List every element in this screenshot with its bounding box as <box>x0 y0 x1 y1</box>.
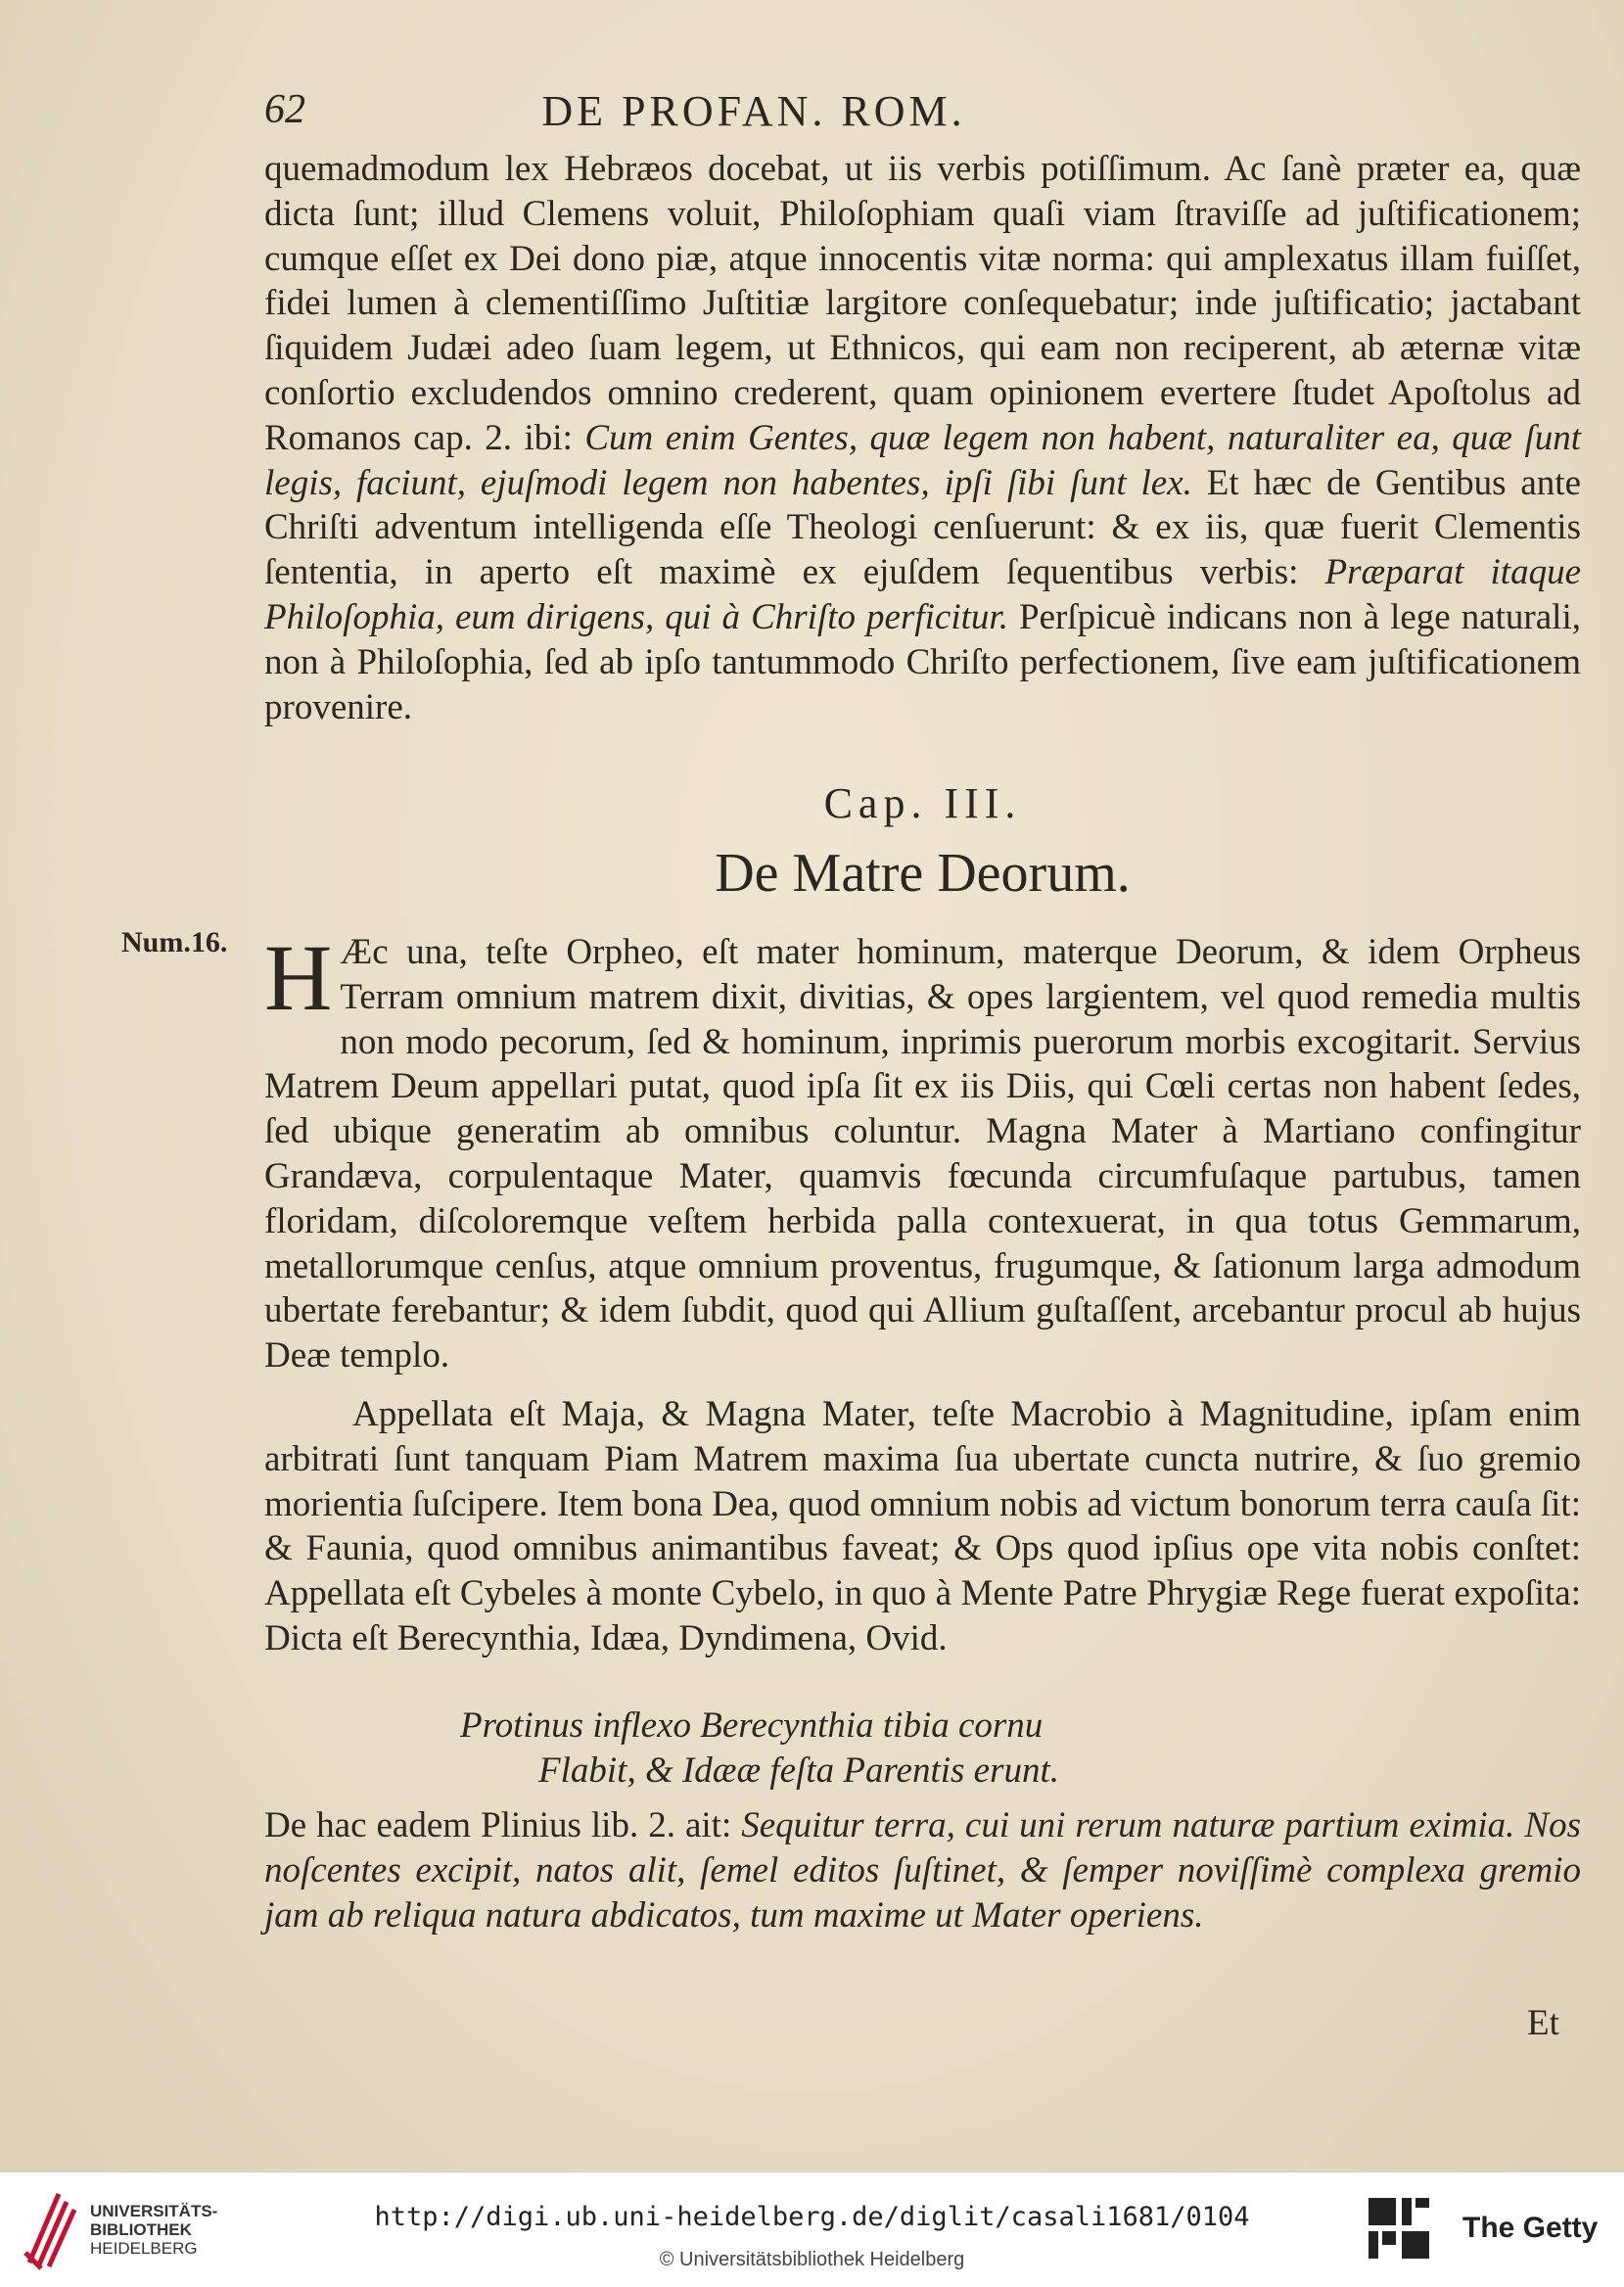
para1-quote-a: Cum enim Gentes, quæ legem non habent, naturaliter ea, quæ ſunt legis, faciunt, ejuſmodi legem non habentes, ipſi ſibi ſunt lex. <box>264 417 1582 503</box>
para4-quote: Sequitur terra, cui uni rerum naturæ partium eximia. Nos noſcentes excipit, natos alit, ſemel editos ſuſtinet, & ſemper noviſſimè complexa gremio jam ab reliqua natura abdicatos, tum maxime ut Mater operiens. <box>264 1805 1582 1936</box>
verse-quote <box>264 1704 1581 1794</box>
margin-note: Num.16. <box>121 926 228 958</box>
paragraph-4 <box>264 1803 1581 1937</box>
paragraph-2 <box>264 925 1581 1378</box>
library-line-2: BIBLIOTHEK <box>90 2220 192 2239</box>
para1-text-b: Et hæc de Gentibus ante Chriſti adventum intelligenda eſſe Theologi cenſuerunt: & ex iis, quæ fuerit Clementis ſententia, in aperto eſt maximè ex ejuſdem ſequentibus verbis: <box>264 462 1582 593</box>
running-head: DE PROFAN. ROM. <box>541 87 966 135</box>
chapter-title: De Matre Deorum. <box>715 843 1131 904</box>
paragraph-1 <box>264 147 1581 729</box>
para2-text: Æc una, teſte Orpheo, eſt mater hominum, materque Deorum, & idem Orpheus Terram omnium matrem dixit, divitias, & opes largientem, vel quod remedia multis non modo pecorum, ſed & hominum, inprimis puerorum morbis excogitarit. Servius Matrem Deum appellari putat, quod ipſa ſit ex iis Diis, qui Cœli certas non habent ſedes, ſed ubique generatim ab omnibus coluntur. Magna Mater à Martiano confingitur Grandæva, corpulentaque Mater, quamvis fœcunda circumfuſaque partubus, tamen floridam, diſcoloremque veſtem herbida palla contexuerat, in qua totus Gemmarum, metallorumque cenſus, atque omnium proventus, frugumque, & ſationum larga admodum ubertate ferebantur; & idem ſubdit, quod qui Allium guſtaſſent, arcebantur procul ab hujus Deæ templo. <box>264 932 1581 1377</box>
paragraph-3: Appellata eſt Maja, & Magna Mater, teſte Macrobio à Magnitudine, ipſam enim arbitrati ſunt tanquam Piam Matrem maxima ſua ubertate cuncta nutrire, & ſuo gremio morientia ſuſcipere. Item bona Dea, quod omnium nobis ad victum bonorum terra cauſa ſit: & Faunia, quod omnibus animantibus faveat; & Ops quod ipſius ope vita nobis conſtet: Appellata eſt Cybeles à monte Cybelo, in quo à Mente Patre Phrygiæ Rege fuerat expoſita: Dicta eſt Berecynthia, Idæa, Dyndimena, Ovid. <box>264 1394 1581 1658</box>
getty-name[interactable]: The Getty <box>1462 2212 1599 2244</box>
verse-line-1: Protinus inflexo Berecynthia tibia cornu <box>460 1705 1044 1746</box>
copyright-notice: © Universitätsbibliothek Heidelberg <box>659 2249 965 2270</box>
para1-quote-b: Præparat itaque Philoſophia, eum dirigens, qui à Chriſto perficitur. <box>264 552 1581 637</box>
permalink-url[interactable]: http://digi.ub.uni-heidelberg.de/diglit/casali1681/0104 <box>374 2202 1250 2232</box>
drop-cap: H <box>264 925 333 1030</box>
para1-text-a: quemadmodum lex Hebræos docebat, ut iis verbis potiſſimum. Ac ſanè præter ea, quæ dicta ſunt; illud Clemens voluit, Philoſophiam quaſi viam ſtraviſſe ad juſtificationem; cumque eſſet ex Dei dono piæ, atque innocentis vitæ norma: qui amplexatus illam fuiſſet, fidei lumen à clementiſſimo Juſtitiæ largitore conſequebatur; inde juſtificatio; jactabant ſiquidem Judæi adeo ſuam legem, ut Ethnicos, qui eam non reciperent, ab æternæ vitæ conſortio excludendos omnino crederent, quam opinionem evertere ſtudet Apoſtolus ad Romanos cap. 2. ibi: <box>264 149 1581 458</box>
getty-logo-icon[interactable] <box>1365 2194 1433 2263</box>
para1-text-c: Perſpicuè indicans non à lege naturali, non à Philoſophia, ſed ab ipſo tantummodo Chriſto perfectionem, ſive eam juſtificationem provenire. <box>264 596 1581 727</box>
para4-text-a: De hac eadem Plinius lib. 2. ait: <box>264 1805 742 1845</box>
catchword: Et <box>1527 2003 1559 2043</box>
viewer-footer <box>0 2171 1624 2287</box>
page-header <box>264 86 1243 145</box>
library-line-1: UNIVERSITÄTS- <box>90 2202 218 2220</box>
chapter-label: Cap. III. <box>823 779 1022 827</box>
verse-line-2: Flabit, & Idææ feſta Parentis erunt. <box>538 1750 1060 1791</box>
library-line-3: HEIDELBERG <box>90 2239 198 2258</box>
page-number: 62 <box>264 87 305 132</box>
